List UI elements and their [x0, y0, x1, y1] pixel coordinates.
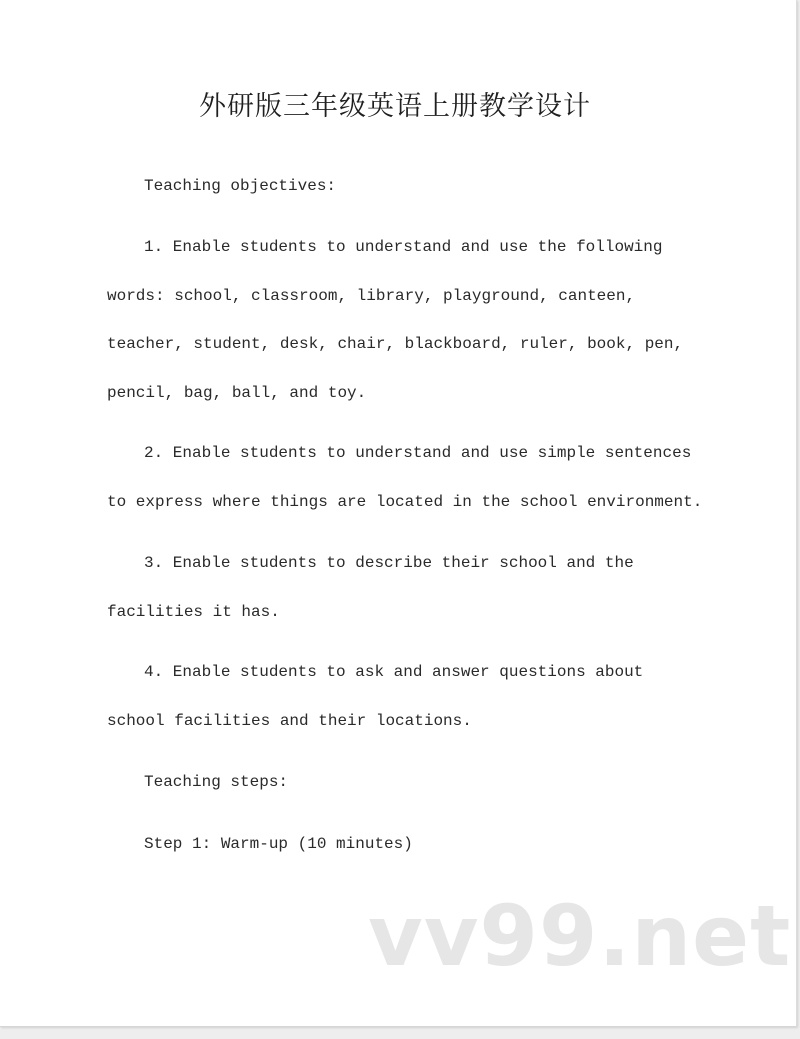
step-1-paragraph: [107, 820, 707, 869]
objective-1-line-4: pencil, bag, ball, and toy.: [107, 383, 367, 402]
objective-3-line-1: 3. Enable students to describe their school and the: [144, 554, 634, 572]
objectives-heading: [107, 162, 707, 211]
objective-3-line-2: facilities it has.: [107, 602, 280, 621]
step-1-text: Step 1: Warm-up (10 minutes): [144, 835, 413, 853]
objective-2-paragraph: [107, 429, 707, 526]
document-title: 外研版三年级英语上册教学设计: [199, 91, 591, 122]
steps-heading-text: Teaching steps:: [144, 773, 289, 791]
objective-1-line-2: words: school, classroom, library, playground, canteen,: [107, 286, 636, 305]
objective-2-line-1: 2. Enable students to understand and use simple sentences: [144, 444, 692, 462]
objective-4-paragraph: [107, 648, 707, 745]
objective-1-line-3: teacher, student, desk, chair, blackboard, ruler, book, pen,: [107, 335, 684, 354]
objectives-heading-text: Teaching objectives:: [144, 177, 337, 195]
objective-4-line-2: school facilities and their locations.: [107, 711, 472, 730]
objective-2-line-2: to express where things are located in the school environment.: [107, 492, 703, 511]
objective-4-line-1: 4. Enable students to ask and answer questions about: [144, 663, 644, 681]
steps-heading: [107, 758, 707, 807]
objective-1-paragraph: [107, 223, 707, 417]
objective-1-line-1: 1. Enable students to understand and use the following: [144, 238, 663, 256]
site-watermark: vv99.net: [368, 887, 792, 985]
objective-3-paragraph: [107, 539, 707, 636]
